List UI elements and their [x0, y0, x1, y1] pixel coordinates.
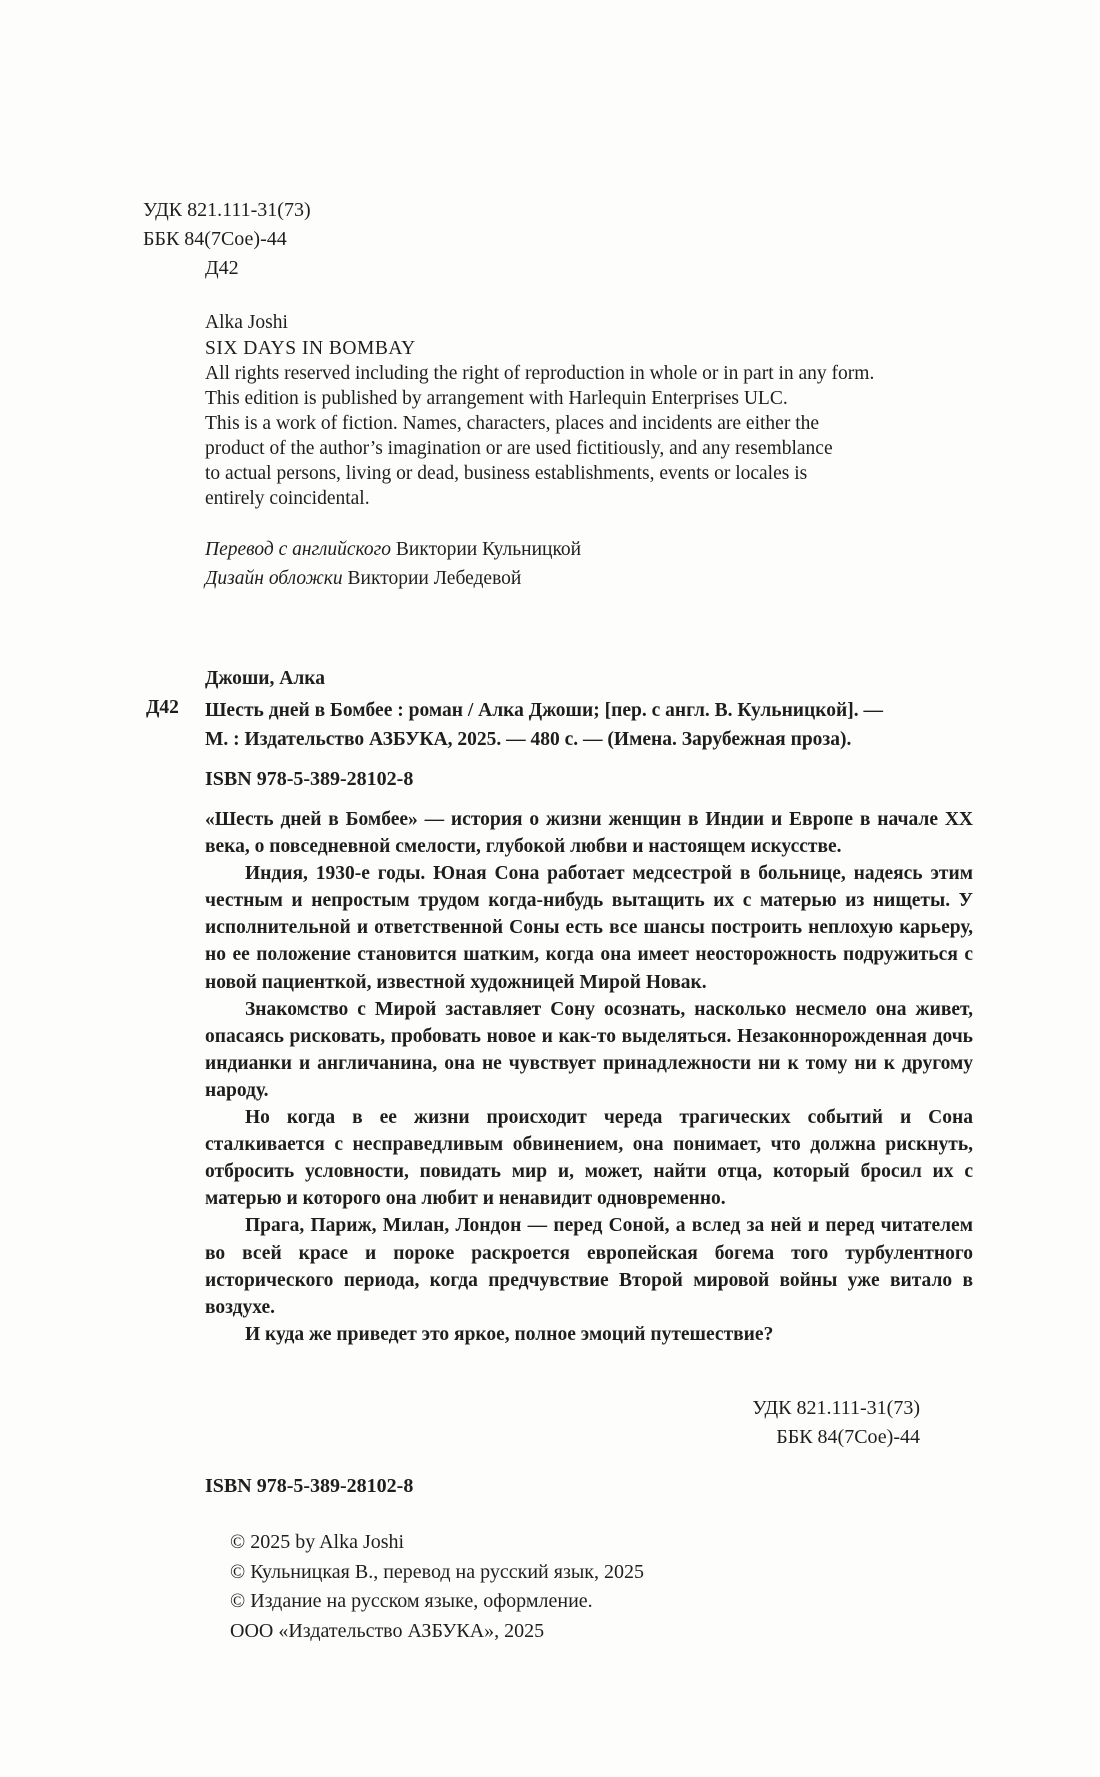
udc-code: УДК 821.111-31(73) — [143, 199, 311, 221]
bottom-classification-codes — [752, 1394, 920, 1451]
catalog-entry-line: Шесть дней в Бомбее : роман / Алка Джоши; [пер. с англ. В. Кульницкой]. — — [205, 700, 883, 721]
annotation-paragraph: «Шесть дней в Бомбее» — история о жизни женщин в Индии и Европе в начале XX века, о повседневной смелости, глубокой любви и настоящем искусстве. — [205, 809, 973, 858]
catalog-author-header: Джоши, Алка — [205, 668, 325, 689]
cover-design-name: Виктории Лебедевой — [347, 567, 522, 589]
catalog-author-sign: Д42 — [146, 697, 179, 718]
bbk-code-bottom: ББК 84(7Сое)-44 — [776, 1425, 920, 1448]
copyright-line: © Издание на русском языке, оформление. — [230, 1590, 593, 1612]
udc-code-bottom: УДК 821.111-31(73) — [752, 1397, 920, 1419]
rights-block — [205, 310, 980, 511]
rights-lines — [205, 361, 980, 511]
copyright-line: ООО «Издательство АЗБУКА», 2025 — [230, 1619, 545, 1642]
cover-design-label: Дизайн обложки — [205, 567, 343, 589]
catalog-entry — [205, 697, 980, 754]
rights-line: This edition is published by arrangement with Harlequin Enterprises ULC. — [205, 388, 788, 409]
copyright-line: © 2025 by Alka Joshi — [230, 1531, 405, 1553]
author-sign: Д42 — [205, 257, 239, 279]
original-title: SIX DAYS IN BOMBAY — [205, 338, 416, 359]
translation-credit — [205, 536, 581, 565]
annotation-paragraph: Знакомство с Мирой заставляет Сону осознать, насколько несмело она живет, опасаясь рисковать, пробовать новое и как-то выделяться. Незаконнорожденная дочь индианки и англичанина, она не чувствует принадлежности ни к тому ни к другому народу. — [205, 998, 973, 1101]
copyright-block — [230, 1528, 644, 1646]
credits-block — [205, 536, 581, 593]
rights-line: entirely coincidental. — [205, 488, 370, 509]
annotation-paragraph: Но когда в ее жизни происходит череда трагических событий и Сона сталкивается с несправедливым обвинением, она понимает, что должна рискнуть, отбросить условности, повидать мир и, может, найти отца, который бросил их с матерью и которого она любит и ненавидит одновременно. — [205, 1107, 973, 1210]
annotation-block — [205, 806, 973, 1348]
isbn-catalog: ISBN 978-5-389-28102-8 — [205, 768, 414, 790]
isbn-bottom: ISBN 978-5-389-28102-8 — [205, 1475, 414, 1497]
catalog-entry-line: М. : Издательство АЗБУКА, 2025. — 480 с. — (Имена. Зарубежная проза). — [205, 728, 852, 750]
translation-name: Виктории Кульницкой — [395, 539, 582, 560]
annotation-paragraph: Прага, Париж, Милан, Лондон — перед Соной, а вслед за ней и перед читателем во всей красе и пороке раскроется европейская богема того турбулентного исторического периода, когда предчувствие Второй мировой войны уже витало в воздухе. — [205, 1215, 973, 1318]
translation-label: Перевод с английского — [205, 539, 392, 560]
original-author: Alka Joshi — [205, 312, 288, 333]
top-classification-codes — [143, 196, 311, 283]
copyright-line: © Кульницкая В., перевод на русский язык, 2025 — [230, 1560, 645, 1583]
rights-line: product of the author’s imagination or are used fictitiously, and any resemblance — [205, 438, 833, 459]
rights-line: All rights reserved including the right of reproduction in whole or in part in any form. — [205, 363, 875, 384]
annotation-paragraph: Индия, 1930-е годы. Юная Сона работает медсестрой в больнице, надеясь этим честным и непростым трудом когда-нибудь вытащить их с матерью из нищеты. У исполнительной и ответственной Соны есть все шансы построить неплохую карьеру, но ее положение становится шатким, когда она имеет неосторожность подружиться с новой пациенткой, известной художницей Мирой Новак. — [205, 863, 973, 993]
annotation-paragraph: И куда же приведет это яркое, полное эмоций путешествие? — [245, 1323, 774, 1345]
cover-credit — [205, 565, 581, 594]
rights-line: This is a work of fiction. Names, characters, places and incidents are either the — [205, 413, 820, 434]
rights-line: to actual persons, living or dead, business establishments, events or locales is — [205, 463, 808, 484]
bbk-code: ББК 84(7Сое)-44 — [143, 228, 287, 250]
